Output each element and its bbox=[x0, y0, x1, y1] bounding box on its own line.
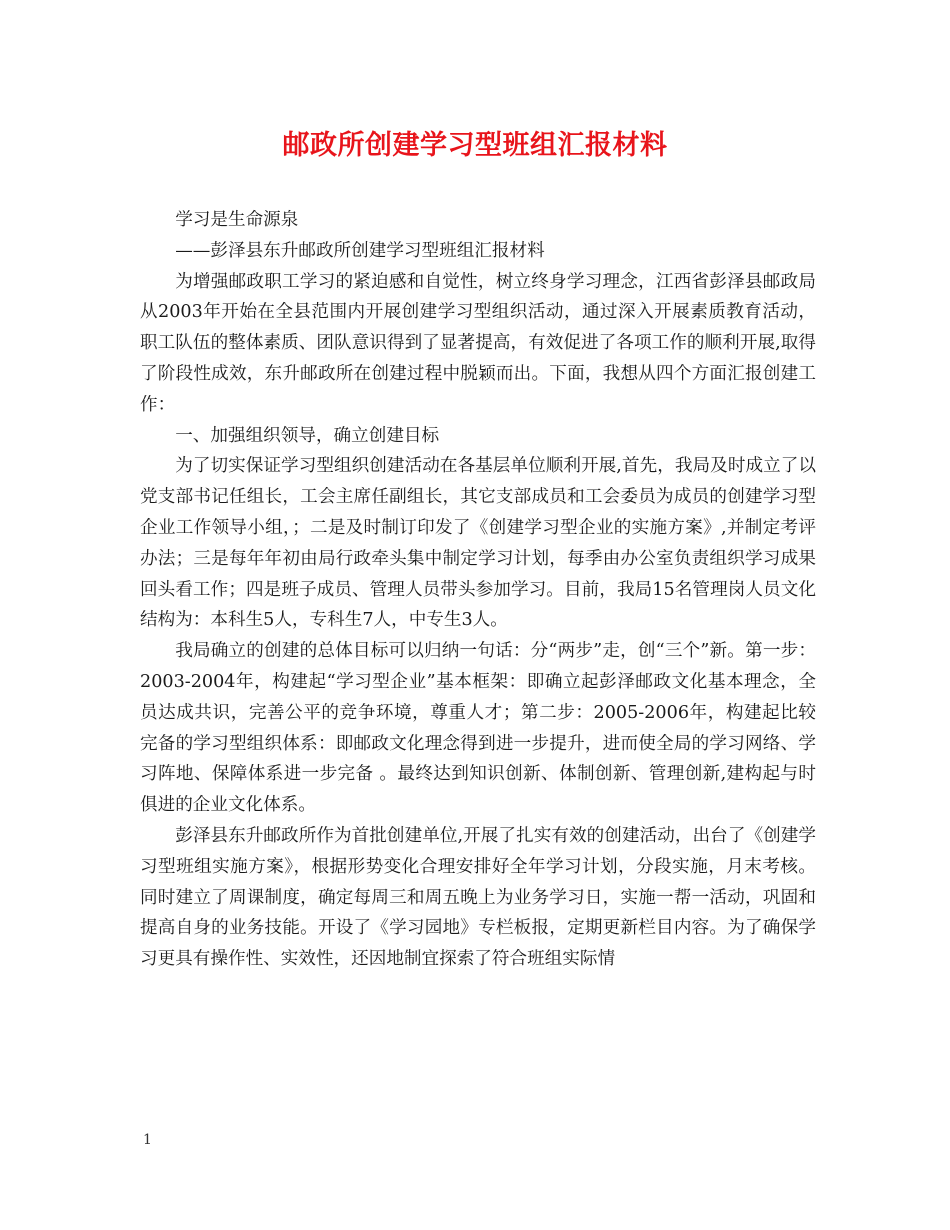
document-body bbox=[140, 205, 816, 975]
paragraph-goals: 我局确立的创建的总体目标可以归纳一句话：分“两步”走，创“三个”新。第一步：2003-2004年，构建起“学习型企业”基本框架：即确立起彭泽邮政文化基本理念，全员达成共识，完善公平的竞争环境，尊重人才；第二步：2005-2006年，构建起比较完备的学习型组织体系：即邮政文化理念得到进一步提升，进而使全局的学习网络、学习阵地、保障体系进一步完备 。最终达到知识创新、体制创新、管理创新,建构起与时俱进的企业文化体系。 bbox=[140, 641, 816, 816]
paragraph-dongsheng: 彭泽县东升邮政所作为首批创建单位,开展了扎实有效的创建活动，出台了《创建学习型班组实施方案》，根据形势变化合理安排好全年学习计划，分段实施，月末考核。同时建立了周课制度，确定每周三和周五晚上为业务学习日，实施一帮一活动，巩固和提高自身的业务技能。开设了《学习园地》专栏板报，定期更新栏目内容。为了确保学习更具有操作性、实效性，还因地制宜探索了符合班组实际情 bbox=[140, 825, 816, 970]
paragraph-heading-motto: 学习是生命源泉 bbox=[175, 210, 299, 230]
document-title: 邮政所创建学习型班组汇报材料 bbox=[282, 130, 668, 161]
page-number: 1 bbox=[143, 1132, 152, 1148]
paragraph-section-heading: 一、加强组织领导，确立创建目标 bbox=[175, 425, 440, 446]
paragraph-intro: 为增强邮政职工学习的紧迫感和自觉性，树立终身学习理念，江西省彭泽县邮政局从2003年开始在全县范围内开展创建学习型组织活动，通过深入开展素质教育活动，职工队伍的整体素质、团队意识得到了显著提高，有效促进了各项工作的顺利开展,取得了阶段性成效，东升邮政所在创建过程中脱颖而出。下面，我想从四个方面汇报创建工作： bbox=[140, 271, 816, 415]
paragraph-subtitle: ——彭泽县东升邮政所创建学习型班组汇报材料 bbox=[175, 240, 545, 261]
paragraph-organization: 为了切实保证学习型组织创建活动在各基层单位顺利开展,首先，我局及时成立了以党支部书记任组长，工会主席任副组长，其它支部成员和工会委员为成员的创建学习型企业工作领导小组，；二是及时制订印发了《创建学习型企业的实施方案》,并制定考评办法；三是每年年初由局行政牵头集中制定学习计划，每季由办公室负责组织学习成果回头看工作；四是班子成员、管理人员带头参加学习。目前，我局15名管理岗人员文化结构为：本科生5人，专科生7人，中专生3人。 bbox=[140, 456, 816, 631]
